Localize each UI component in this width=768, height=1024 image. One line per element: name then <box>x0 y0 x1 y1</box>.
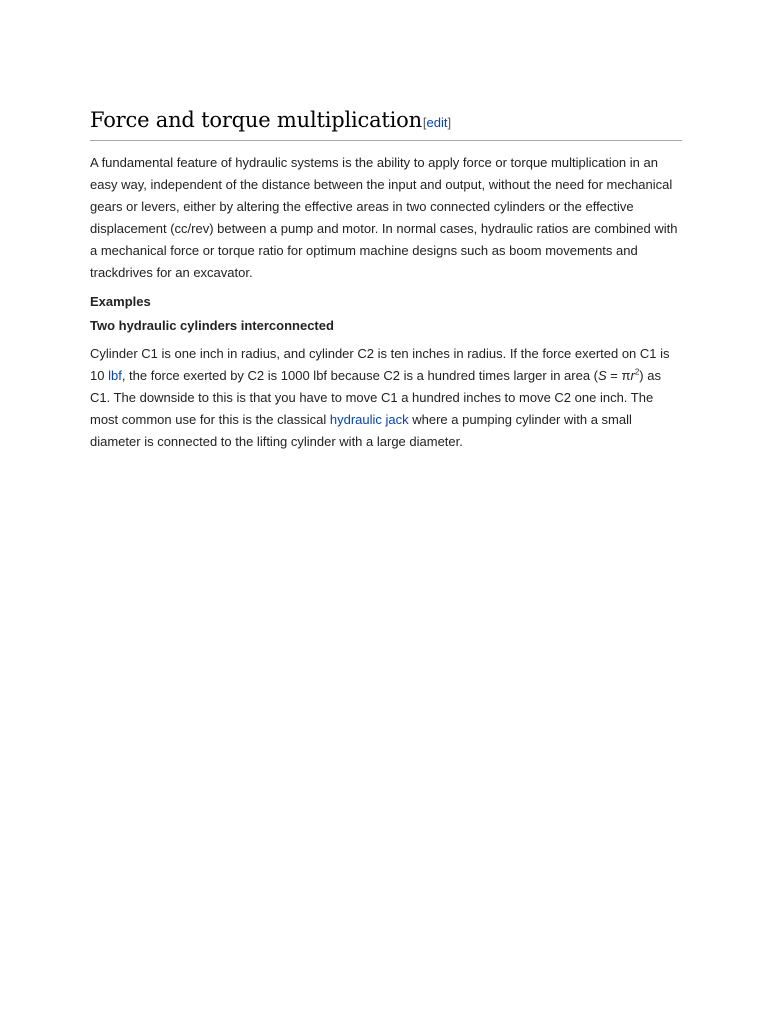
intro-paragraph: A fundamental feature of hydraulic systems is the ability to apply force or torque multiplication in an easy way, independent of the distance between the input and output, without the need for mechanical gears or levers, either by altering the effective areas in two connected cylinders or the effective displacement (cc/rev) between a pump and motor. In normal cases, hydraulic ratios are combined with a mechanical force or torque ratio for optimum machine designs such as boom movements and trackdrives for an excavator. <box>90 155 678 280</box>
examples-heading: Examples <box>90 294 151 310</box>
edit-bracket-open: [ <box>422 115 427 130</box>
example-paragraph <box>90 343 682 453</box>
edit-bracket-close: ] <box>447 115 452 130</box>
example-heading: Two hydraulic cylinders interconnected <box>90 318 334 334</box>
edit-section <box>423 115 451 130</box>
example-text-4: where a pumping cylinder with a small diameter is connected to the lifting cylinder with a large diameter. <box>90 412 632 450</box>
formula-area-var: S <box>598 368 607 384</box>
formula-equals-pi: = π <box>606 368 631 384</box>
example-text-3: ) as C1. The downside to this is that you have to move C1 a hundred inches to move C2 one inch. The most common use for this is the classical <box>90 368 661 428</box>
section-heading <box>90 104 682 141</box>
example-text-1: Cylinder C1 is one inch in radius, and cylinder C2 is ten inches in radius. If the force exerted on C1 is 10 <box>90 346 670 384</box>
formula-radius-var: r <box>630 368 635 384</box>
article-content <box>90 104 682 453</box>
lbf-link[interactable]: lbf <box>108 368 122 384</box>
example-text-2: , the force exerted by C2 is 1000 lbf because C2 is a hundred times larger in area ( <box>121 368 599 384</box>
section-title: Force and torque multiplication <box>90 108 422 132</box>
edit-link[interactable]: edit <box>426 115 448 130</box>
formula-exponent: 2 <box>634 368 640 378</box>
hydraulic-jack-link[interactable]: hydraulic jack <box>329 412 409 428</box>
